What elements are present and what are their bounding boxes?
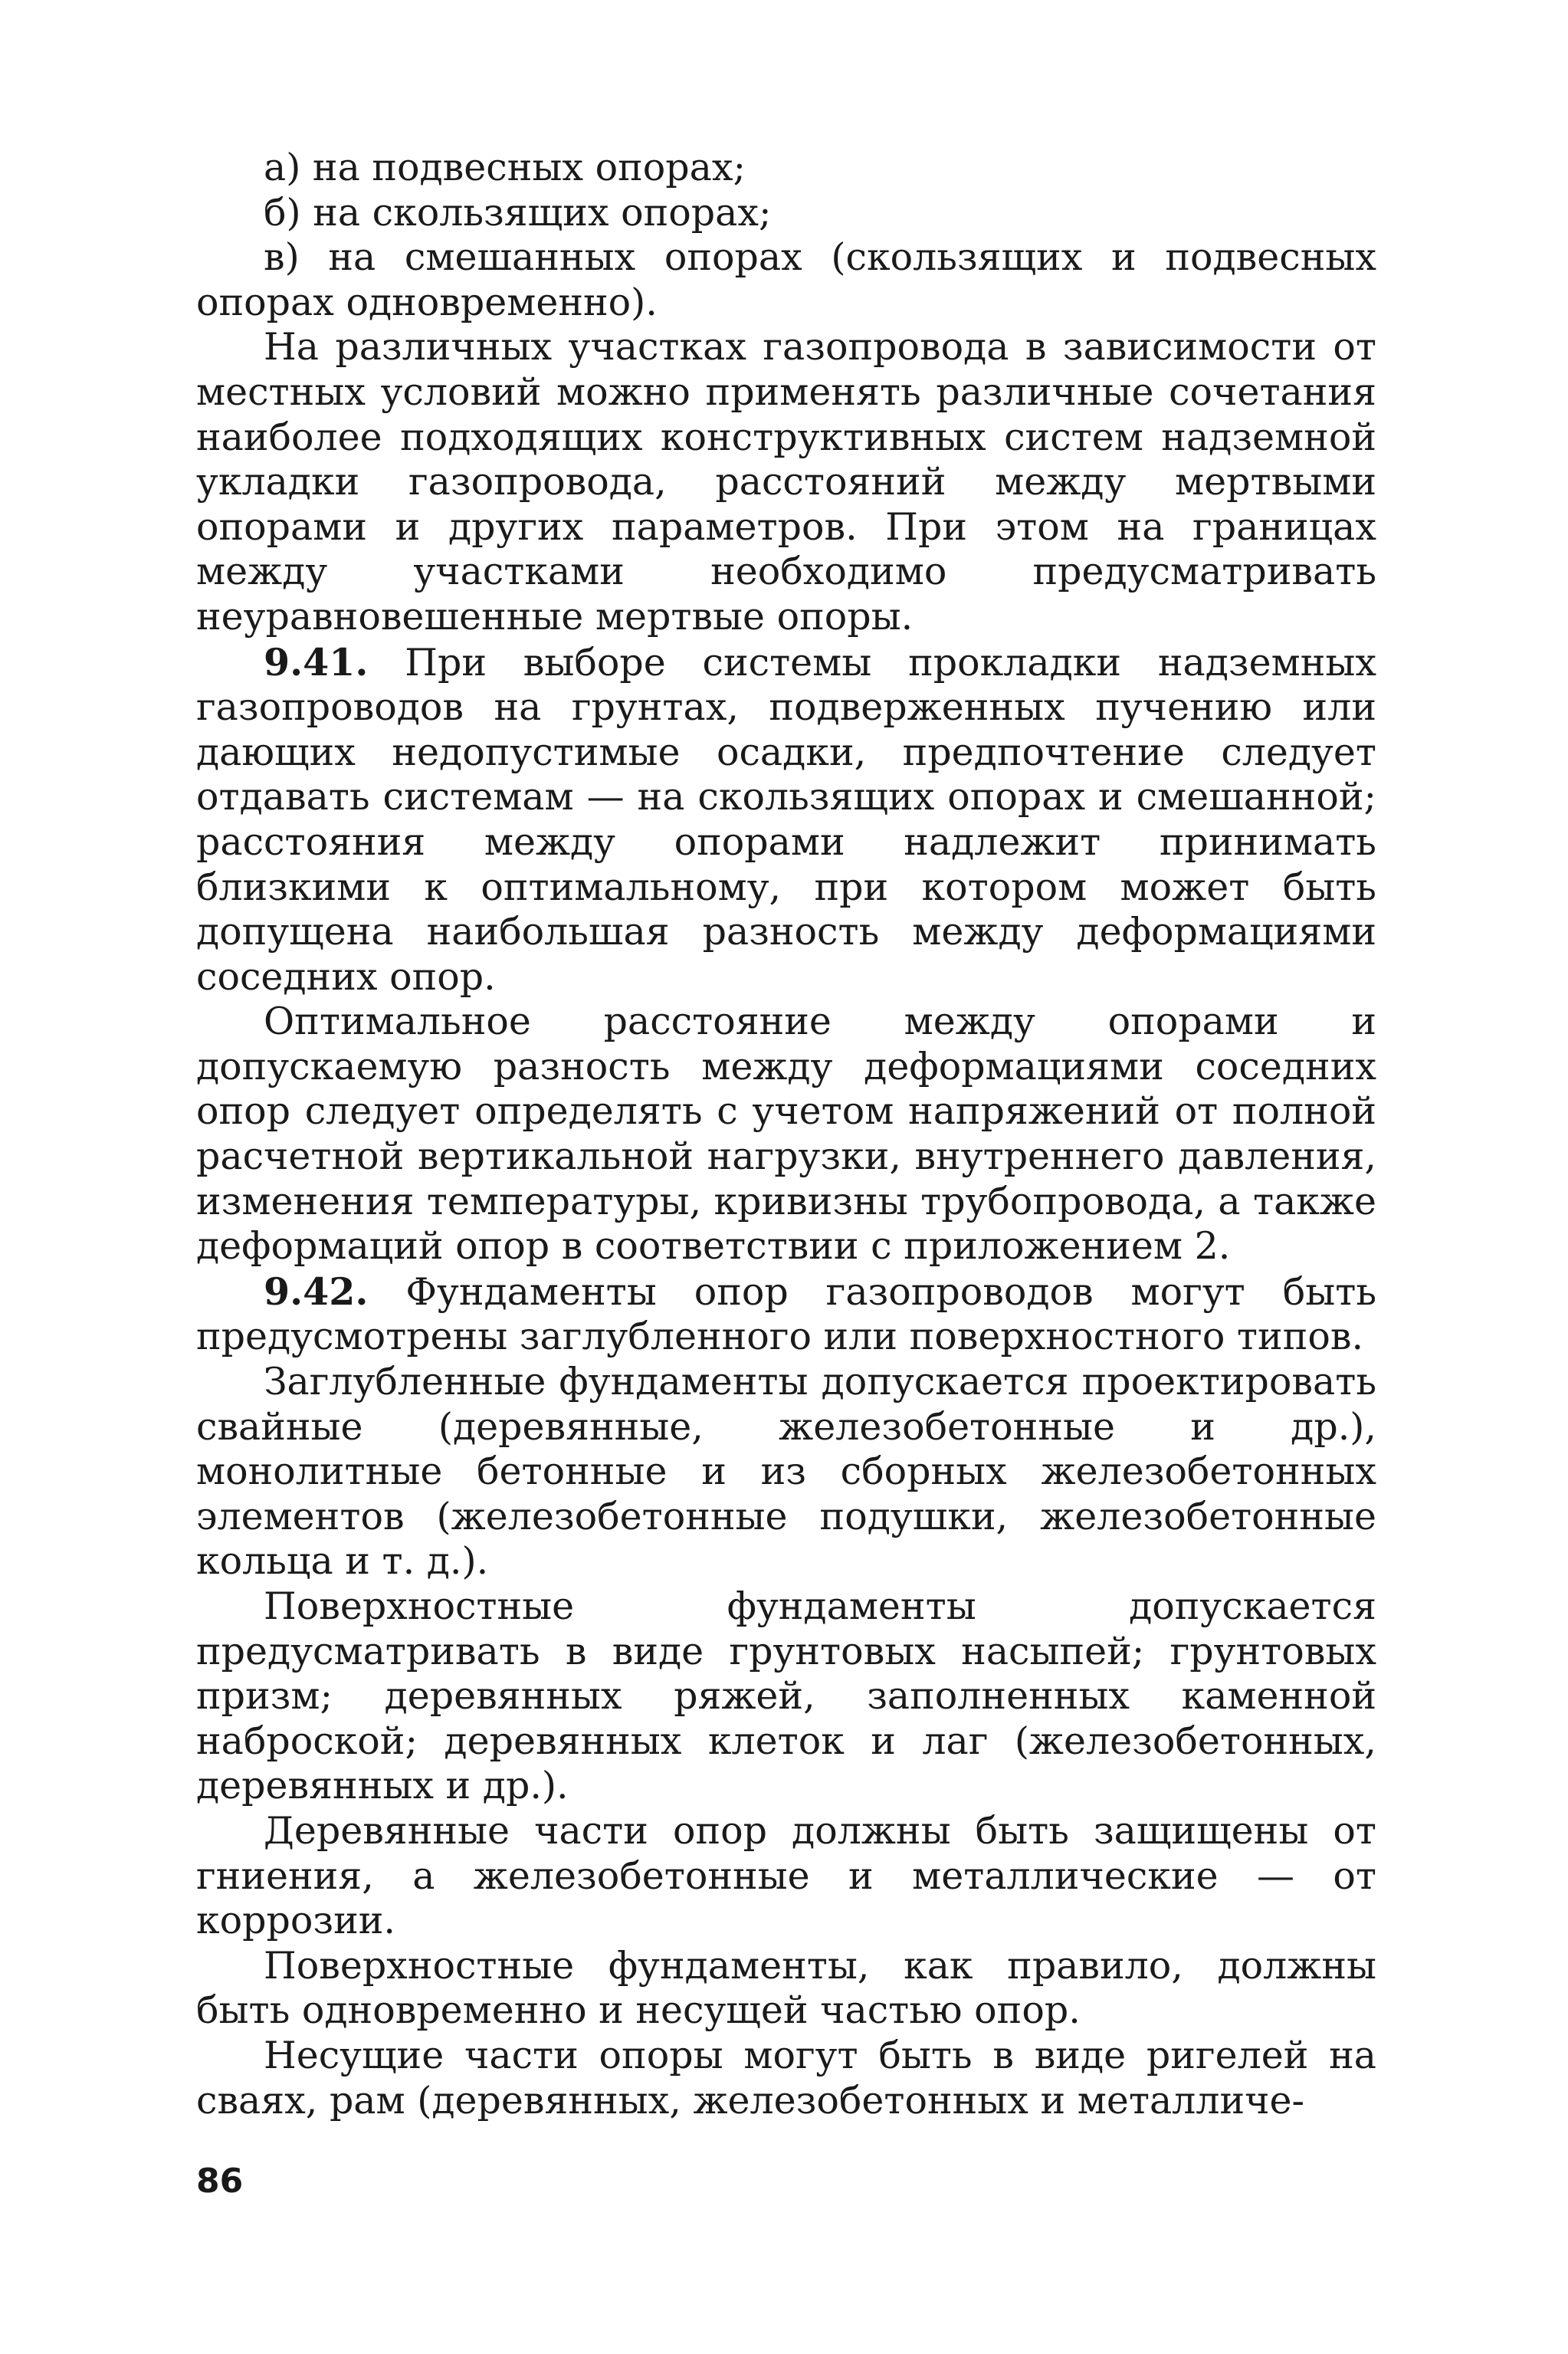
- paragraph-surface-foundations: Поверхностные фундаменты допускается предусматривать в виде грунтовых насыпей; грунтовых призм; деревянных ряжей, заполненных каменной наброской; деревянных клеток и лаг (железобетонных, деревянных и др.).: [196, 1584, 1376, 1808]
- list-item-b: б) на скользящих опорах;: [264, 190, 772, 235]
- paragraph-protection: Деревянные части опор должны быть защищены от гниения, а железобетонные и металлические — от коррозии.: [196, 1808, 1376, 1943]
- paragraph-surface-bearing: Поверхностные фундаменты, как правило, должны быть одновременно и несущей частью опор.: [196, 1943, 1376, 2033]
- paragraph-buried-foundations: Заглубленные фундаменты допускается проектировать свайные (деревянные, железобетонные и др.), монолитные бетонные и из сборных железобетонных элементов (железобетонные подушки, железобетонные кольца и т. д.).: [196, 1360, 1376, 1584]
- clause-9-42: [196, 1269, 1376, 1360]
- clause-number: 9.41.: [264, 639, 369, 685]
- paragraph-combinations: На различных участках газопровода в зависимости от местных условий можно применять различные сочетания наиболее подходящих конструктивных систем надземной укладки газопровода, расстояний между мертвыми опорами и других параметров. При этом на границах между участками необходимо предусматривать неуравновешенные мертвые опоры.: [196, 325, 1376, 639]
- list-item-c: в) на смешанных опорах (скользящих и подвесных опорах одновременно).: [196, 235, 1376, 324]
- clause-text: При выборе системы прокладки надземных газопроводов на грунтах, подверженных пучению или дающих недопустимые осадки, предпочтение следует отдавать системам — на скользящих опорах и смешанной; расстояния между опорами надлежит принимать близкими к оптимальному, при котором может быть допущена наибольшая разность между деформациями соседних опор.: [196, 640, 1376, 999]
- paragraph-bearing-parts: Несущие части опоры могут быть в виде ригелей на сваях, рам (деревянных, железобетонных и металличе-: [196, 2033, 1376, 2123]
- page-number: 86: [196, 2162, 244, 2201]
- document-page: [196, 146, 1376, 2123]
- paragraph-optimal-distance: Оптимальное расстояние между опорами и допускаемую разность между деформациями соседних опор следует определять с учетом напряжений от полной расчетной вертикальной нагрузки, внутреннего давления, изменения температуры, кривизны трубопровода, а также деформаций опор в соответствии с приложением 2.: [196, 1000, 1376, 1269]
- clause-number: 9.42.: [264, 1269, 369, 1314]
- clause-text: Фундаменты опор газопроводов могут быть предусмотрены заглубленного или поверхностного типов.: [196, 1269, 1377, 1359]
- clause-9-41: [196, 640, 1376, 1000]
- list-item-a: а) на подвесных опорах;: [264, 146, 746, 189]
